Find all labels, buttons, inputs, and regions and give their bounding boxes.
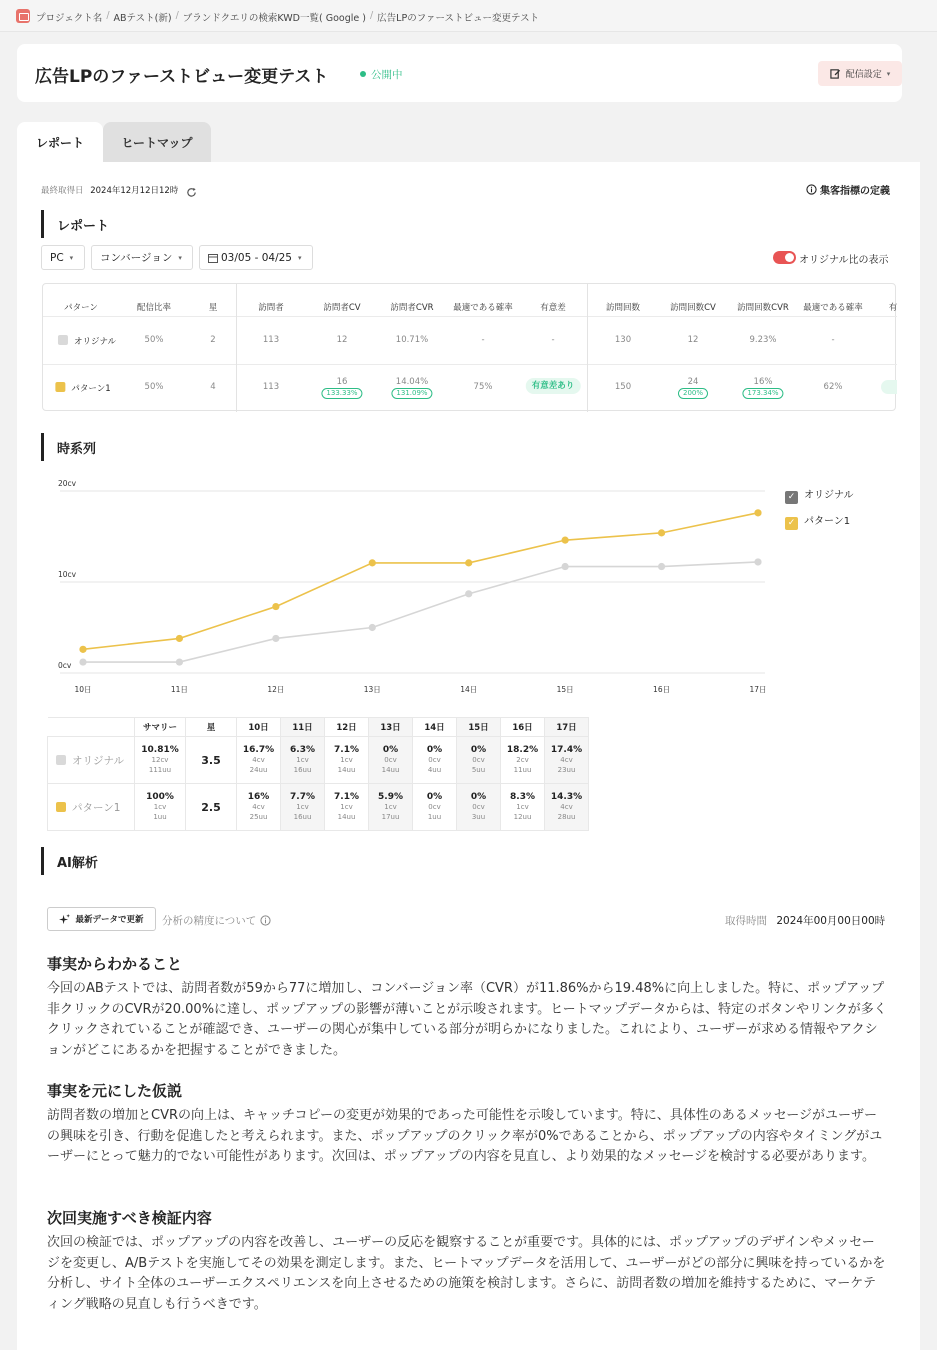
col-stars: 星 [186, 718, 237, 737]
col-day: 12日 [325, 718, 369, 737]
col-visitors: 訪問者 [258, 303, 284, 313]
uu-value: 14uu [337, 766, 356, 774]
pattern-name: オリジナル [72, 754, 124, 767]
app-logo-icon[interactable] [16, 9, 30, 23]
cell-visitor-cv [321, 377, 362, 399]
cell-significance [526, 379, 581, 391]
series-line [83, 562, 758, 662]
cvr-value: 6.3% [290, 745, 315, 755]
cv-value: 1cv [340, 803, 353, 811]
day-cell [501, 784, 545, 831]
page-title: 広告LPのファーストビュー変更テスト [35, 67, 329, 87]
cv-value: 2cv [516, 756, 529, 764]
cell-probability: - [481, 335, 485, 345]
y-tick-label: 20cv [58, 479, 77, 488]
last-fetched-value: 2024年12月12日12時 [90, 186, 179, 196]
col-day: 16日 [501, 718, 545, 737]
cell-ratio: 50% [144, 382, 164, 392]
cv-value: 4cv [252, 803, 265, 811]
cvr-value: 16% [247, 792, 270, 802]
cv-value: 1cv [153, 803, 167, 811]
y-tick-label: 0cv [58, 661, 72, 670]
summary-header-blank [48, 718, 135, 737]
x-tick-label: 17日 [749, 685, 767, 694]
cvr-value: 7.7% [290, 792, 315, 802]
status-badge: 公開中 [360, 67, 403, 82]
col-visit-cvr: 訪問回数CVR [737, 303, 789, 313]
fetched-time-value: 2024年00月00日00時 [776, 915, 886, 927]
data-point [465, 590, 472, 597]
cvr-value: 0% [470, 745, 487, 755]
cell-stars: 4 [210, 382, 216, 392]
data-point [176, 635, 183, 642]
x-tick-label: 12日 [267, 685, 285, 694]
cvr-value: 8.3% [510, 792, 535, 802]
uu-value: 14uu [337, 813, 356, 821]
pattern-name: パターン1 [71, 384, 111, 394]
ai-heading-hypothesis: 事実を元にした仮説 [47, 1082, 183, 1100]
original-ratio-toggle[interactable] [773, 251, 796, 264]
data-point [176, 658, 183, 665]
cvr-value: 7.1% [334, 792, 359, 802]
cell-value: 24 [687, 377, 699, 387]
pattern-name: オリジナル [73, 337, 117, 347]
cell-visitor-cvr [391, 377, 432, 399]
tab-report[interactable]: レポート [17, 122, 103, 162]
data-point [272, 635, 279, 642]
cvr-value: 17.4% [550, 745, 583, 755]
x-tick-label: 14日 [460, 685, 478, 694]
legend-item-pattern1[interactable] [785, 512, 850, 530]
uu-value: 12uu [513, 813, 532, 821]
uu-value: 111uu [148, 766, 172, 774]
cell-ratio: 50% [144, 335, 164, 345]
col-day: 14日 [413, 718, 457, 737]
cell-visit-cv [678, 377, 708, 399]
data-point [754, 509, 761, 516]
ai-body-facts: 今回のABテストでは、訪問者数が59から77に増加し、コンバージョン率（CVR）が11.86%から19.48%に向上しました。特に、ポップアップ非クリックのCVRが20.00%に達し、ポップアップの影響が薄いことが示唆されます。ヒートマップデータからは、特定のボタンやリンクが多くクリックされていることが確認でき、ユーザーの関心が集中している部分が明らかになりました。これにより、ユーザーが求める情報やアクションがどこにあるかを把握することができました。 [47, 981, 887, 1058]
data-point [369, 624, 376, 631]
cv-value: 4cv [252, 756, 265, 764]
ratio-pill: 200% [678, 388, 708, 399]
chevron-down-icon: ▾ [886, 69, 891, 78]
date-range-value: 03/05 - 04/25 [221, 251, 292, 264]
day-cell [325, 784, 369, 831]
ratio-pill: 131.09% [391, 388, 432, 399]
cvr-value: 18.2% [506, 745, 539, 755]
row-label [48, 737, 135, 784]
cvr-value: 0% [382, 745, 399, 755]
report-table [42, 283, 896, 411]
col-stars: 星 [208, 303, 218, 313]
cvr-value: 5.9% [378, 792, 403, 802]
cv-value: 1cv [340, 756, 353, 764]
uu-value: 3uu [471, 813, 486, 821]
cell-visits: 150 [614, 382, 632, 392]
checkbox-checked-icon: ✓ [785, 491, 798, 504]
day-cell [413, 737, 457, 784]
cv-value: 0cv [472, 803, 485, 811]
cv-value: 12cv [151, 756, 169, 764]
uu-value: 28uu [557, 813, 576, 821]
col-visits: 訪問回数 [605, 303, 641, 313]
day-cell [457, 784, 501, 831]
day-cell [369, 737, 413, 784]
col-day: 10日 [237, 718, 281, 737]
cvr-value: 0% [426, 745, 443, 755]
color-swatch [56, 802, 66, 812]
cell-probability-2: - [831, 335, 835, 345]
chevron-down-icon: ▾ [178, 253, 182, 262]
series-line [83, 513, 758, 649]
uu-value: 17uu [381, 813, 400, 821]
date-range-select[interactable] [199, 245, 313, 270]
delivery-settings-button[interactable] [818, 61, 902, 86]
last-fetched [41, 184, 178, 196]
data-point [79, 646, 86, 653]
ai-heading-facts: 事実からわかること [47, 955, 183, 973]
uu-value: 4uu [427, 766, 442, 774]
uu-value: 16uu [293, 766, 312, 774]
cell-visit-cvr: 9.23% [749, 335, 777, 345]
cvr-value: 7.1% [334, 745, 359, 755]
breadcrumb-item-project[interactable]: プロジェクト名 [36, 13, 103, 24]
data-point [658, 563, 665, 570]
cell-visitor-cvr: 10.71% [395, 335, 429, 345]
stars-cell [186, 784, 237, 831]
legend-label: オリジナル [804, 490, 854, 501]
day-cell [457, 737, 501, 784]
x-tick-label: 15日 [556, 685, 574, 694]
cv-value: 1cv [296, 756, 309, 764]
cv-value: 1cv [296, 803, 309, 811]
uu-value: 1uu [153, 813, 167, 821]
table-row-pattern [55, 382, 110, 394]
section-title-ai: AI解析 [41, 847, 98, 875]
legend-item-original[interactable] [785, 486, 854, 504]
day-cell [237, 737, 281, 784]
ratio-pill: 173.34% [742, 388, 783, 399]
significance-badge: 有意差あり [526, 378, 581, 394]
col-ratio: 配信比率 [136, 303, 172, 313]
col-probability-2: 最適である確率 [803, 303, 863, 313]
data-point [369, 559, 376, 566]
uu-value: 24uu [249, 766, 268, 774]
day-cell [369, 784, 413, 831]
uu-value: 16uu [293, 813, 312, 821]
stars-value: 3.5 [201, 753, 221, 767]
info-icon [806, 184, 817, 195]
cell-probability-2: 62% [823, 382, 843, 392]
uu-value: 23uu [557, 766, 576, 774]
cv-value: 1cv [516, 803, 529, 811]
cell-visitors: 113 [262, 335, 280, 345]
col-probability: 最適である確率 [453, 303, 513, 313]
cvr-value: 16.7% [242, 745, 275, 755]
breadcrumb-item-current: 広告LPのファーストビュー変更テスト [377, 13, 540, 24]
summary-header-row [48, 718, 589, 737]
cvr-value: 0% [426, 792, 443, 802]
ratio-pill: 133.33% [321, 388, 362, 399]
cell-probability: 75% [473, 382, 493, 392]
cell-value: 16 [336, 377, 348, 387]
metric-definition-link[interactable] [806, 182, 890, 197]
info-icon [260, 915, 271, 926]
col-summary: サマリー [135, 718, 186, 737]
accuracy-info-link[interactable] [162, 913, 271, 928]
breadcrumb-item-keyword-list[interactable]: ブランドクエリの検索KWD一覧( Google ) [182, 13, 366, 24]
cell-visitor-cv: 12 [336, 335, 348, 345]
stars-cell [186, 737, 237, 784]
chevron-down-icon: ▾ [297, 253, 302, 262]
uu-value: 1uu [427, 813, 442, 821]
color-swatch [55, 382, 65, 392]
cell-visit-cvr [742, 377, 783, 399]
col-significance-2: 有 [888, 303, 898, 313]
color-swatch [56, 755, 66, 765]
ai-body-next: 次回の検証では、ポップアップの内容を改善し、ユーザーの反応を観察することが重要です。具体的には、ポップアップのデザインやメッセージを変更し、A/Bテストを実施してその効果を測定します。また、ヒートマップデータを活用して、ユーザーがどの部分に興味を持っているかを分析し、サイト全体のユーザーエクスペリエンスを向上させるための施策を検討します。さらに、訪問者数の増加を維持するために、マーケティング戦略の見直しも行うべきです。 [47, 1235, 886, 1312]
legend-label: パターン1 [804, 516, 851, 527]
cv-value: 0cv [428, 756, 441, 764]
col-visit-cv: 訪問回数CV [670, 303, 716, 313]
last-fetched-label: 最終取得日 [41, 186, 84, 196]
day-cell [413, 784, 457, 831]
chevron-down-icon: ▾ [69, 253, 74, 262]
data-point [562, 563, 569, 570]
cv-value: 0cv [428, 803, 441, 811]
data-point [465, 559, 472, 566]
ai-heading-next: 次回実施すべき検証内容 [47, 1209, 212, 1227]
cv-value: 0cv [384, 756, 397, 764]
col-day: 13日 [369, 718, 413, 737]
table-row-pattern [58, 335, 116, 347]
ai-body-hypothesis: 訪問者数の増加とCVRの向上は、キャッチコピーの変更が効果的であった可能性を示唆しています。特に、具体性のあるメッセージがユーザーの興味を引き、行動を促進したと考えられます。また、ポップアップのクリック率が0%であることから、ポップアップの内容やタイミングがユーザーにとって魅力的でない可能性があります。次回は、ポップアップの内容を見直し、より効果的なメッセージを検討する必要があります。 [47, 1108, 883, 1164]
data-point [754, 558, 761, 565]
accuracy-info-label: 分析の精度について [162, 915, 257, 927]
cell-visitors: 113 [262, 382, 280, 392]
cvr-value: 0% [470, 792, 487, 802]
data-point [658, 529, 665, 536]
summary-cell [135, 737, 186, 784]
refresh-data-button[interactable] [47, 907, 156, 931]
uu-value: 14uu [381, 766, 400, 774]
device-select-value: PC [50, 251, 64, 264]
cv-value: 4cv [560, 756, 573, 764]
refresh-data-label: 最新データで更新 [75, 915, 144, 925]
day-cell [237, 784, 281, 831]
breadcrumb: プロジェクト名 / ABテスト(新) / ブランドクエリの検索KWD一覧( Google ) / 広告LPのファーストビュー変更テスト [36, 10, 540, 24]
uu-value: 11uu [513, 766, 532, 774]
cell-visit-cv: 12 [687, 335, 699, 345]
row-label [48, 784, 135, 831]
color-swatch [58, 335, 68, 345]
checkbox-checked-icon: ✓ [785, 517, 798, 530]
cell-stars: 2 [210, 335, 216, 345]
metric-select-value: コンバージョン [100, 252, 173, 264]
data-point [272, 603, 279, 610]
cell-value: 16% [753, 377, 773, 387]
pattern-name: パターン1 [72, 801, 121, 814]
summary-table [47, 717, 589, 831]
col-day: 17日 [545, 718, 589, 737]
data-point [562, 537, 569, 544]
day-cell [545, 784, 589, 831]
day-cell [501, 737, 545, 784]
stars-value: 2.5 [201, 800, 221, 814]
delivery-settings-label: 配信設定 [845, 70, 882, 80]
day-cell [545, 737, 589, 784]
cvr-value: 100% [146, 792, 174, 802]
cvr-value: 10.81% [141, 745, 179, 755]
significance-badge-clipped [881, 380, 897, 394]
x-tick-label: 16日 [653, 685, 671, 694]
cell-significance: - [551, 335, 555, 345]
y-tick-label: 10cv [58, 570, 77, 579]
edit-icon [830, 68, 841, 79]
summary-cell [135, 784, 186, 831]
x-tick-label: 10日 [74, 685, 92, 694]
breadcrumb-item-abtest[interactable]: ABテスト(新) [113, 13, 172, 24]
calendar-icon [208, 253, 218, 263]
fetched-time-label: 取得時間 [725, 915, 767, 927]
col-visitor-cvr: 訪問者CVR [390, 303, 434, 313]
metric-select[interactable] [91, 245, 193, 270]
uu-value: 5uu [471, 766, 486, 774]
x-tick-label: 11日 [170, 685, 188, 694]
timeseries-chart [40, 478, 780, 703]
device-select[interactable] [41, 245, 85, 270]
col-significance: 有意差 [540, 303, 566, 313]
tab-heatmap[interactable]: ヒートマップ [103, 122, 211, 162]
day-cell [281, 737, 325, 784]
section-title-timeseries: 時系列 [41, 433, 96, 461]
x-tick-label: 13日 [363, 685, 381, 694]
uu-value: 25uu [249, 813, 268, 821]
day-cell [281, 784, 325, 831]
summary-row-pattern1 [48, 784, 589, 831]
day-cell [325, 737, 369, 784]
refresh-icon[interactable] [186, 183, 197, 202]
metric-definition-label: 集客指標の定義 [820, 186, 890, 197]
cv-value: 0cv [472, 756, 485, 764]
cvr-value: 14.3% [550, 792, 583, 802]
col-day: 15日 [457, 718, 501, 737]
cv-value: 4cv [560, 803, 573, 811]
col-day: 11日 [281, 718, 325, 737]
summary-row-original [48, 737, 589, 784]
section-title-report: レポート [41, 210, 109, 238]
original-ratio-toggle-label: オリジナル比の表示 [799, 255, 889, 266]
col-visitor-cv: 訪問者CV [323, 303, 361, 313]
cell-value: 14.04% [395, 377, 429, 387]
fetched-time [725, 913, 885, 928]
data-point [79, 658, 86, 665]
col-pattern: パターン [64, 303, 98, 313]
sparkle-icon [59, 914, 70, 925]
cv-value: 1cv [384, 803, 397, 811]
cell-visits: 130 [614, 335, 632, 345]
